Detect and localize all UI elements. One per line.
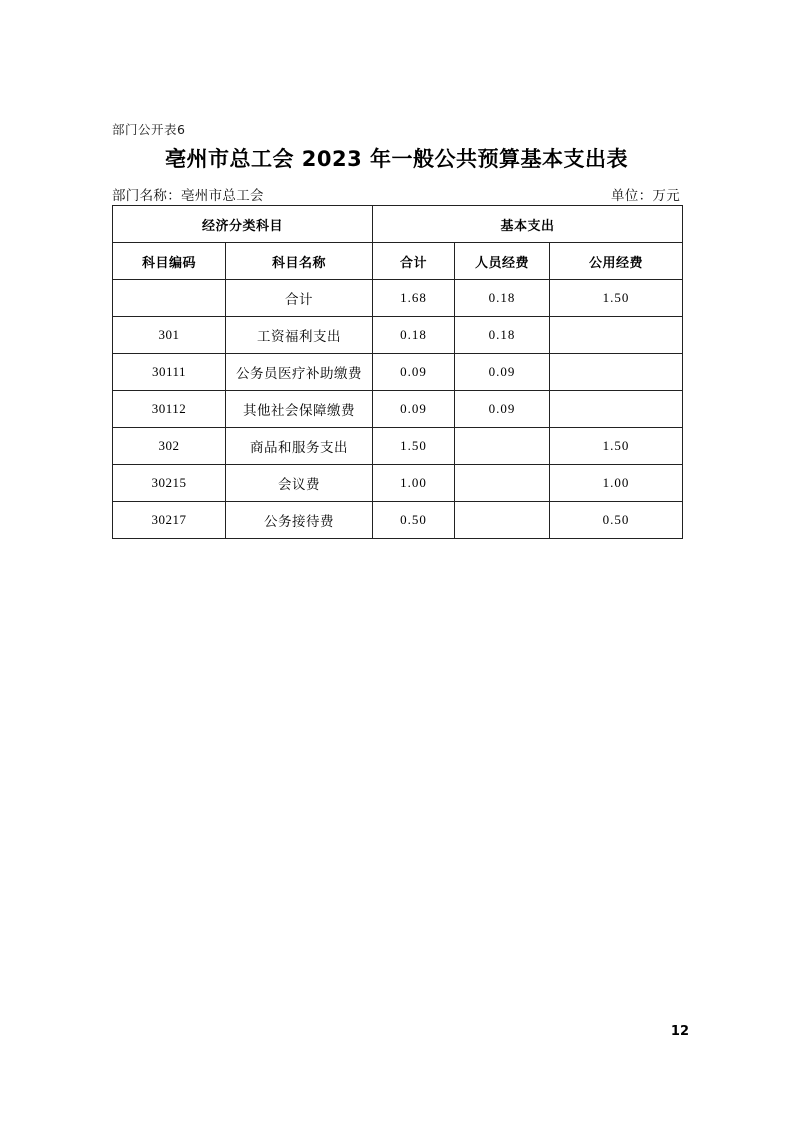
cell-name: 公务员医疗补助缴费	[226, 354, 373, 391]
cell-code: 301	[113, 317, 226, 354]
cell-public: 1.50	[550, 428, 683, 465]
cell-personnel	[455, 502, 550, 539]
cell-total: 0.50	[373, 502, 455, 539]
table-body	[113, 280, 683, 539]
cell-code: 30112	[113, 391, 226, 428]
cell-public	[550, 354, 683, 391]
cell-public	[550, 391, 683, 428]
table-row	[113, 465, 683, 502]
cell-code: 302	[113, 428, 226, 465]
cell-total: 1.68	[373, 280, 455, 317]
form-label: 部门公开表6	[112, 122, 186, 137]
table-row	[113, 354, 683, 391]
cell-total: 0.09	[373, 354, 455, 391]
column-header-public: 公用经费	[550, 243, 683, 280]
cell-personnel: 0.09	[455, 391, 550, 428]
table-group-header-row	[113, 206, 683, 243]
cell-code	[113, 280, 226, 317]
group-header-basic-expenditure: 基本支出	[373, 206, 683, 243]
cell-code: 30215	[113, 465, 226, 502]
page-title: 亳州市总工会 2023 年一般公共预算基本支出表	[164, 147, 629, 171]
column-header-total: 合计	[373, 243, 455, 280]
table-row	[113, 280, 683, 317]
unit-label: 单位：万元	[611, 188, 680, 203]
column-header-code: 科目编码	[113, 243, 226, 280]
table-meta-row	[112, 184, 682, 204]
column-header-personnel: 人员经费	[455, 243, 550, 280]
cell-name: 商品和服务支出	[226, 428, 373, 465]
page-number: 12	[670, 1024, 689, 1039]
cell-total: 1.00	[373, 465, 455, 502]
cell-personnel	[455, 465, 550, 502]
table-column-header-row	[113, 243, 683, 280]
cell-personnel	[455, 428, 550, 465]
cell-public: 0.50	[550, 502, 683, 539]
cell-total: 0.09	[373, 391, 455, 428]
cell-total: 1.50	[373, 428, 455, 465]
cell-name: 其他社会保障缴费	[226, 391, 373, 428]
cell-personnel: 0.18	[455, 317, 550, 354]
cell-code: 30111	[113, 354, 226, 391]
table-head	[113, 206, 683, 280]
cell-public: 1.00	[550, 465, 683, 502]
cell-personnel: 0.09	[455, 354, 550, 391]
cell-name: 工资福利支出	[226, 317, 373, 354]
cell-name: 公务接待费	[226, 502, 373, 539]
table-row	[113, 428, 683, 465]
department-name: 部门名称：亳州市总工会	[112, 188, 264, 203]
table-row	[113, 502, 683, 539]
cell-name: 合计	[226, 280, 373, 317]
cell-personnel: 0.18	[455, 280, 550, 317]
cell-public: 1.50	[550, 280, 683, 317]
budget-table	[112, 205, 683, 539]
cell-public	[550, 317, 683, 354]
cell-total: 0.18	[373, 317, 455, 354]
table-row	[113, 391, 683, 428]
table-row	[113, 317, 683, 354]
group-header-economic-class: 经济分类科目	[113, 206, 373, 243]
column-header-name: 科目名称	[226, 243, 373, 280]
cell-code: 30217	[113, 502, 226, 539]
cell-name: 会议费	[226, 465, 373, 502]
